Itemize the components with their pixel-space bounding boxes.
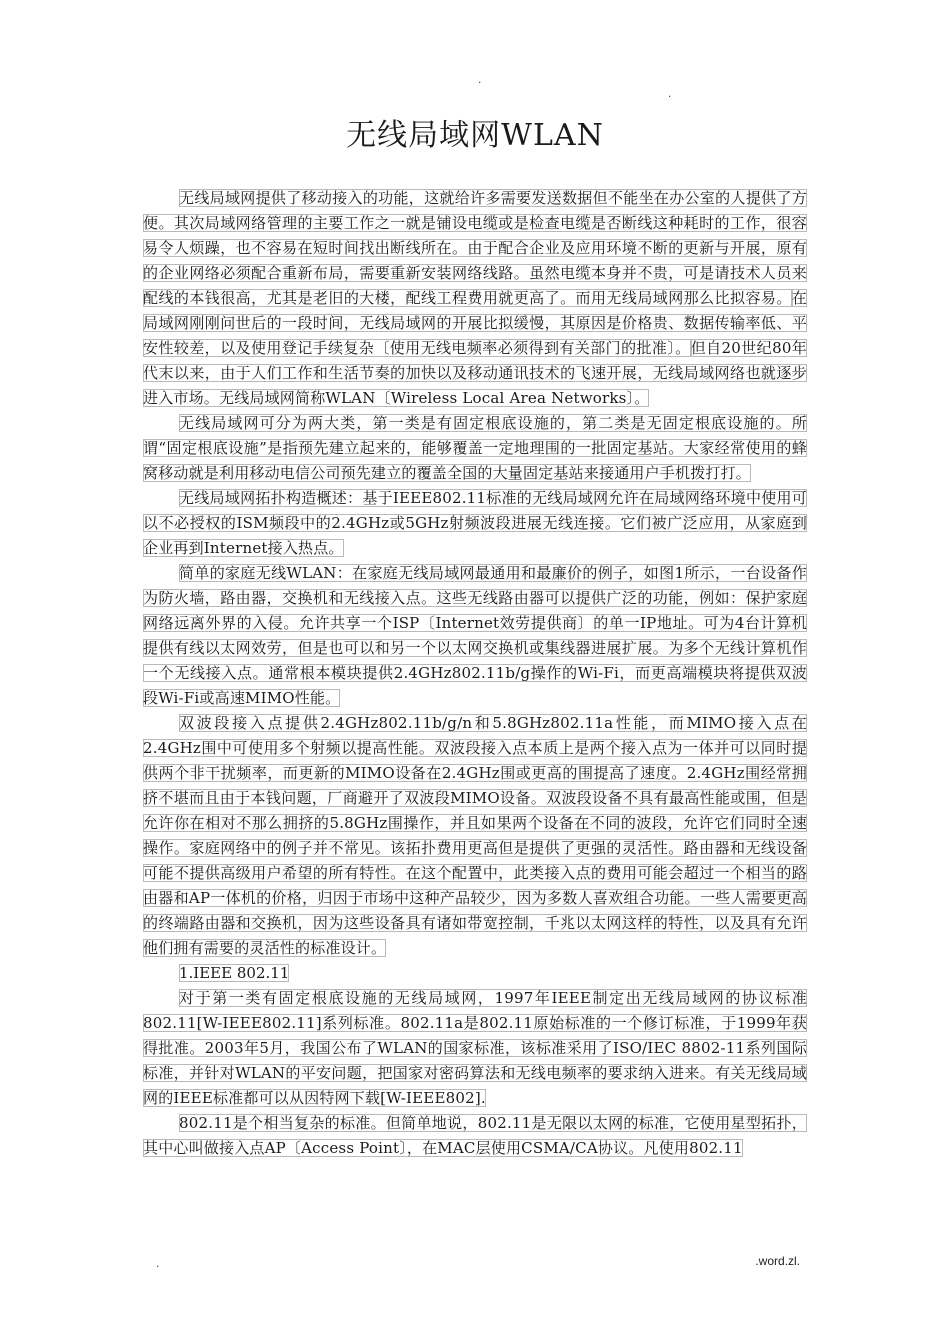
text-segment: 无线局域网拓扑构造概述：基于IEEE802.11标准的无线局域网允许在局域网络环境中使用可以不必授权的ISM频段中的2.4GHz或5GHz射频波段进展无线连接。它们被广泛应用，从家庭到企业再到Internet接入热点。 bbox=[143, 489, 807, 557]
text-segment: 在局域网刚刚问世后的一段时间，无线局域网的开展比拟缓慢，其原因是价格贵、数据传输率低、平安性较差，以及使用登记手续复杂〔使用无线电频率必须得到有关部门的批准〕。 bbox=[143, 289, 807, 357]
paragraph-wlan-intro bbox=[143, 186, 807, 411]
top-dot-marker-right: . bbox=[668, 86, 672, 100]
paragraph-dual-band bbox=[143, 711, 807, 961]
section-heading-text: 1.IEEE 802.11 bbox=[179, 964, 290, 982]
text-segment: 简单的家庭无线WLAN：在家庭无线局域网最通用和最廉价的例子，如图1所示，一台设备作为防火墙，路由器，交换机和无线接入点。这些无线路由器可以提供广泛的功能，例如：保护家庭网络远离外界的入侵。允许共享一个ISP〔Internet效劳提供商〕的单一IP地址。可为4台计算机提供有线以太网效劳，但是也可以和另一个以太网交换机或集线器进展扩展。为多个无线计算机作一个无线接入点。通常根本模块提供2.4GHz802.11b/g操作的Wi-Fi，而更高端模块将提供双波段Wi-Fi或高速MIMO性能。 bbox=[143, 564, 807, 707]
page-title: 无线局域网WLAN bbox=[346, 118, 604, 153]
paragraph-wlan-categories bbox=[143, 411, 807, 486]
text-segment: 802.11是个相当复杂的标准。但简单地说，802.11是无限以太网的标准，它使用星型拓扑，其中心叫做接入点AP〔Access Point〕，在MAC层使用CSMA/CA协议。凡使用802.11 bbox=[143, 1114, 807, 1157]
paragraph-80211-summary bbox=[143, 1111, 807, 1161]
bottom-dot-marker: . bbox=[156, 1256, 160, 1270]
text-segment: 对于第一类有固定根底设施的无线局域网，1997年IEEE制定出无线局域网的协议标准802.11[W-IEEE802.11]系列标准。802.11a是802.11原始标准的一个修订标准，于1999年获得批准。2003年5月，我国公布了WLAN的国家标准，该标准采用了ISO/IEC 8802-11系列国际标准，并针对WLAN的平安问题，把国家对密码算法和无线电频率的要求纳入进来。有关无线局域网的IEEE标准都可以从因特网下载[W-IEEE802]. bbox=[143, 989, 807, 1107]
text-segment: 无线局域网提供了移动接入的功能，这就给许多需要发送数据但不能坐在办公室的人提供了方便。其次局域网络管理的主要工作之一就是铺设电缆或是检查电缆是否断线这种耗时的工作，很容易令人烦躁，也不容易在短时间找出断线所在。由于配合企业及应用环境不断的更新与开展，原有的企业网络必须配合重新布局，需要重新安装网络线路。虽然电缆本身并不贵，可是请技术人员来配线的本钱很高，尤其是老旧的大楼，配线工程费用就更高了。而用无线局域网那么比拟容易。 bbox=[143, 189, 807, 307]
document-body bbox=[143, 186, 807, 1161]
paragraph-topology-overview bbox=[143, 486, 807, 561]
footer-watermark: .word.zl. bbox=[755, 1254, 800, 1268]
top-dot-marker: . bbox=[478, 72, 482, 86]
paragraph-ieee-standard bbox=[143, 986, 807, 1111]
paragraph-home-wlan bbox=[143, 561, 807, 711]
text-segment: 无线局域网可分为两大类，第一类是有固定根底设施的，第二类是无固定根底设施的。所谓“固定根底设施”是指预先建立起来的，能够覆盖一定地理围的一批固定基站。大家经常使用的蜂窝移动就是利用移动电信公司预先建立的覆盖全国的大量固定基站来接通用户手机拨打打。 bbox=[143, 414, 807, 482]
section-heading bbox=[143, 961, 807, 986]
text-segment: 但自20世纪80年代末以来，由于人们工作和生活节奏的加快以及移动通讯技术的飞速开展，无线局域网络也就逐步进入市场。无线局域网简称WLAN〔Wireless Local Area Networks〕。 bbox=[143, 339, 807, 407]
text-segment: 双波段接入点提供2.4GHz802.11b/g/n和5.8GHz802.11a性能，而MIMO接入点在2.4GHz围中可使用多个射频以提高性能。双波段接入点本质上是两个接入点为一体并可以同时提供两个非干扰频率，而更新的MIMO设备在2.4GHz围或更高的围提高了速度。2.4GHz围经常拥挤不堪而且由于本钱问题，厂商避开了双波段MIMO设备。双波段设备不具有最高性能或围，但是允许你在相对不那么拥挤的5.8GHz围操作，并且如果两个设备在不同的波段，允许它们同时全速操作。家庭网络中的例子并不常见。该拓扑费用更高但是提供了更强的灵活性。路由器和无线设备可能不提供高级用户希望的所有特性。在这个配置中，此类接入点的费用可能会超过一个相当的路由器和AP一体机的价格，归因于市场中这种产品较少，因为多数人喜欢组合功能。一些人需要更高的终端路由器和交换机，因为这些设备具有诸如带宽控制，千兆以太网这样的特性，以及具有允许他们拥有需要的灵活性的标准设计。 bbox=[143, 714, 807, 957]
